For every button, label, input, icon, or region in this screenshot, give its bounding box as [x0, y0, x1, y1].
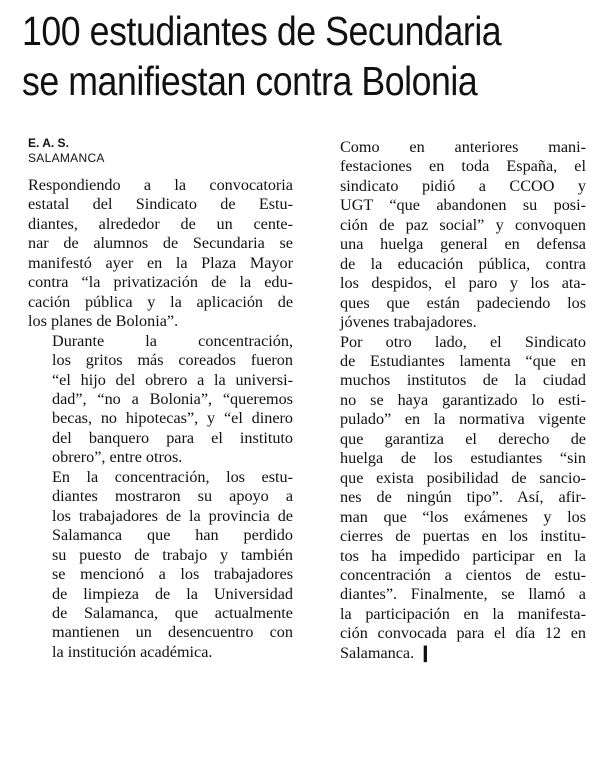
text-line: Salamanca. ❙	[340, 643, 433, 662]
text-line: “el hijo del obrero a la universi-	[52, 370, 293, 389]
text-line: muchos institutos de la ciudad	[340, 371, 586, 390]
text-line: Respondiendo a la convocatoria	[28, 176, 293, 194]
text-line: cación pública y la aplicación de	[28, 292, 293, 311]
text-line: ción de paz social” y convoquen	[340, 215, 586, 234]
end-mark-icon: ❙	[414, 643, 433, 662]
paragraph	[28, 176, 293, 332]
text-line: obrero”, entre otros.	[52, 448, 183, 467]
text-line: tos ha impedido participar en la	[340, 546, 586, 565]
headline-line: se manifiestan contra Bolonia	[22, 58, 478, 104]
text-line: manifestó ayer en la Plaza Mayor	[28, 253, 293, 272]
text-line: que exista posibilidad de sancio-	[340, 468, 586, 487]
text-line: de Estudiantes lamenta “que en	[340, 351, 586, 370]
text-line: diantes”. Finalmente, se llamó a	[340, 585, 586, 604]
text-line: la participación en la manifesta-	[340, 604, 586, 623]
text-line: la institución académica.	[52, 642, 213, 661]
text-line: no se haya garantizado lo esti-	[340, 390, 586, 409]
text-line: pulado” en la normativa vigente	[340, 410, 586, 429]
text-line: nes de ningún tipo”. Así, afir-	[340, 488, 586, 507]
text-line: de Salamanca, que actualmente	[52, 603, 293, 622]
text-line: concentración a cientos de estu-	[340, 565, 586, 584]
article-column-right	[316, 138, 586, 663]
byline-author: E. A. S.	[28, 136, 69, 150]
text-line: los planes de Bolonia”.	[28, 312, 179, 331]
text-line: que garantiza el derecho de	[340, 429, 586, 448]
headline	[22, 6, 522, 106]
text-line: festaciones en toda España, el	[340, 157, 586, 176]
text-line: UGT “que abandonen su posi-	[340, 196, 586, 215]
byline	[28, 136, 105, 166]
text-line: Por otro lado, el Sindicato	[340, 332, 586, 351]
text-line: ques que están padeciendo los	[340, 293, 586, 312]
text-line: de limpieza de la Universidad	[52, 584, 293, 603]
text-line: diantes mostraron su apoyo a	[52, 487, 293, 506]
text-line: Durante la concentración,	[52, 331, 293, 350]
text-line: los trabajadores de la provincia de	[52, 506, 293, 525]
paragraph	[28, 468, 293, 663]
text-line: los despidos, el paro y los ata-	[340, 274, 586, 293]
paragraph	[28, 332, 293, 468]
text-line: huelga de los estudiantes “sin	[340, 449, 586, 468]
text-line: cierres de puertas en los institu-	[340, 527, 586, 546]
paragraph	[316, 138, 586, 333]
text-line: se mencionó a los trabajadores	[52, 565, 293, 584]
text-line: del banquero para el instituto	[52, 428, 293, 447]
text-line: Como en anteriores mani-	[340, 138, 586, 156]
text-line: Salamanca que han perdido	[52, 526, 293, 545]
headline-line: 100 estudiantes de Secundaria	[22, 8, 502, 54]
byline-place: SALAMANCA	[28, 151, 105, 165]
text-line: En la concentración, los estu-	[52, 467, 293, 486]
text-line: una huelga general en defensa	[340, 235, 586, 254]
article-column-left	[28, 176, 293, 662]
text-line: diantes, alrededor de un cente-	[28, 214, 293, 233]
paragraph	[316, 333, 586, 664]
text-line: dad”, “no a Bolonia”, “queremos	[52, 389, 293, 408]
text-line: los gritos más coreados fueron	[52, 351, 293, 370]
text-line: mantienen un desencuentro con	[52, 623, 293, 642]
text-line: man que “los exámenes y los	[340, 507, 586, 526]
text-line: becas, no hipotecas”, y “el dinero	[52, 409, 293, 428]
text-line: ción convocada para el día 12 en	[340, 624, 586, 643]
text-line: contra “la privatización de la edu-	[28, 273, 293, 292]
text-line: su puesto de trabajo y también	[52, 545, 293, 564]
text-line: de la educación pública, contra	[340, 254, 586, 273]
text-line: estatal del Sindicato de Estu-	[28, 195, 293, 214]
text-line: sindicato pidió a CCOO y	[340, 176, 586, 195]
text-line: jóvenes trabajadores.	[340, 313, 477, 332]
text-line: nar de alumnos de Secundaria se	[28, 234, 293, 253]
